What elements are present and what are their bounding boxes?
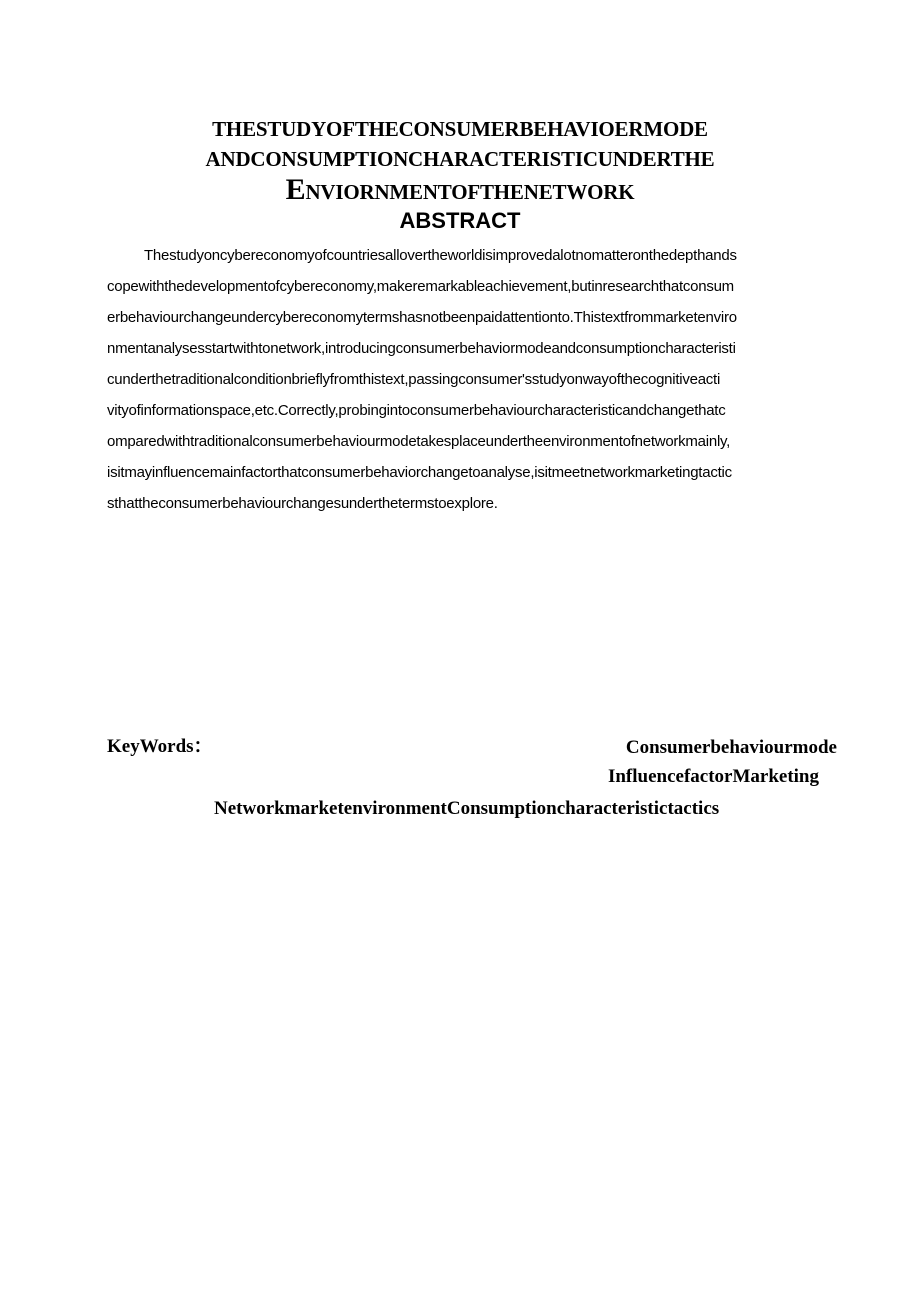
title-line-3-rest: NVIORNMENTOFTHENETWORK bbox=[305, 180, 635, 204]
abstract-line: erbehaviourchangeundercybereconomytermshasnotbeenpaidattentionto.Thistextfrommarketenviro bbox=[107, 309, 737, 326]
keywords-label: KeyWords： bbox=[107, 736, 213, 757]
abstract-heading: ABSTRACT bbox=[399, 208, 521, 233]
title-line-3 bbox=[60, 175, 860, 207]
keyword-line-1: Consumerbehaviourmode bbox=[625, 737, 837, 758]
title-line-3-initial: E bbox=[285, 173, 306, 206]
abstract-line: cunderthetraditionalconditionbrieflyfromthistext,passingconsumer'sstudyonwayofthecognitiveacti bbox=[107, 371, 721, 388]
abstract-line: omparedwithtraditionalconsumerbehaviourmodetakesplaceundertheenvironmentofnetworkmainly, bbox=[107, 433, 731, 450]
abstract-line: nmentanalysesstartwithtonetwork,introducingconsumerbehaviormodeandconsumptioncharacteristi bbox=[107, 340, 736, 357]
abstract-line: sthattheconsumerbehaviourchangesunderthetermstoexplore. bbox=[107, 495, 498, 512]
abstract-line: copewiththedevelopmentofcybereconomy,makeremarkableachievement,butinresearchthatconsum bbox=[107, 278, 734, 295]
title-line-2: ANDCONSUMPTIONCHARACTERISTICUNDERTHE bbox=[205, 147, 715, 171]
abstract-line: vityofinformationspace,etc.Correctly,probingintoconsumerbehaviourcharacteristicandchangethatc bbox=[107, 402, 726, 419]
keyword-line-3: NetworkmarketenvironmentConsumptioncharacteristictactics bbox=[214, 798, 720, 819]
abstract-line: isitmayinfluencemainfactorthatconsumerbehaviorchangetoanalyse,isitmeetnetworkmarketingtactic bbox=[107, 464, 732, 481]
title-line-1: THESTUDYOFTHECONSUMERBEHAVIOERMODE bbox=[212, 117, 708, 141]
abstract-body bbox=[107, 240, 839, 519]
keyword-line-2: InfluencefactorMarketing bbox=[607, 766, 819, 787]
abstract-line: Thestudyoncybereconomyofcountriesallovertheworldisimprovedalotnomatteronthedepthands bbox=[144, 247, 737, 264]
